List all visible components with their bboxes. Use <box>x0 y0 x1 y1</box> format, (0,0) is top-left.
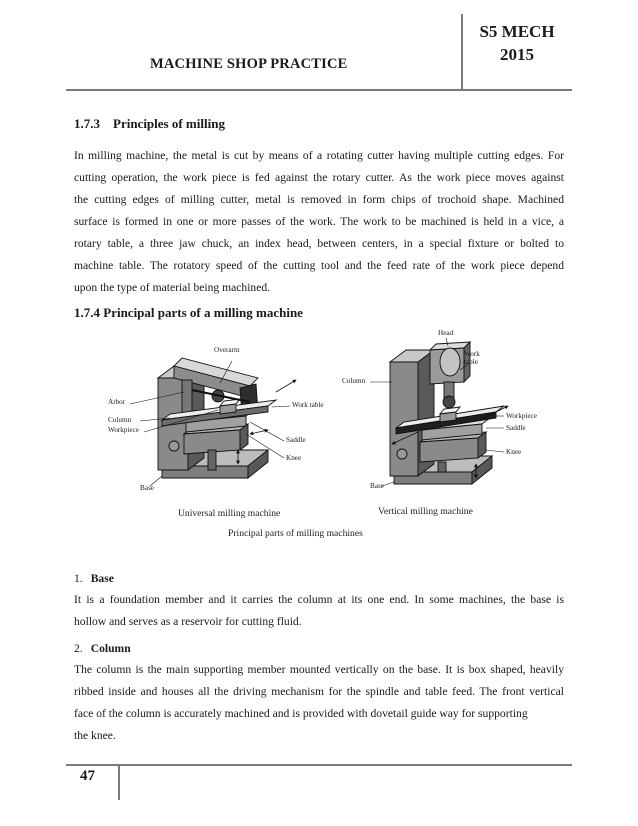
paragraph-line: face of the column is accurately machined and is provided with dovetail guide way for supporting <box>74 707 528 720</box>
paragraph-line: the knee. <box>74 729 116 742</box>
figure-main-caption: Principal parts of milling machines <box>228 528 363 539</box>
label-workpiece-universal: Workpiece <box>108 426 139 434</box>
milling-machines-figure <box>100 326 540 551</box>
section-heading-principal-parts: 1.7.4 Principal parts of a milling machine <box>74 305 303 320</box>
caption-universal-milling: Universal milling machine <box>178 508 281 519</box>
label-base-universal: Base <box>140 484 154 492</box>
footer-divider-horizontal <box>66 764 572 766</box>
label-knee-universal: Knee <box>286 454 302 462</box>
paragraph-line: hollow and serves as a reservoir for cutting fluid. <box>74 615 302 628</box>
item-number: 2. <box>74 642 83 655</box>
header-course-line2: 2015 <box>500 45 534 64</box>
paragraph-line: It is a foundation member and it carries the column at its one end. In some machines, the base is <box>74 593 564 606</box>
label-work-table-universal: Work table <box>292 401 324 409</box>
page-number: 47 <box>80 768 95 784</box>
footer-divider-vertical <box>118 764 120 800</box>
item-title: Column <box>90 642 131 655</box>
label-work-table-vertical: Work table <box>464 350 480 366</box>
label-overarm: Overarm <box>214 346 240 354</box>
paragraph-column <box>74 659 564 747</box>
header-course-line1: S5 MECH <box>479 22 555 41</box>
paragraph-base <box>74 589 564 633</box>
paragraph-principles <box>74 145 564 299</box>
paragraph-line: ribbed inside and houses all the driving mechanism for the spindle and table feed. The front vertical <box>74 685 564 698</box>
section-heading-principles: 1.7.3 Principles of milling <box>74 116 225 131</box>
label-workpiece-vertical: Workpiece <box>506 412 537 420</box>
header-divider-horizontal <box>66 89 572 91</box>
label-saddle-vertical: Saddle <box>506 424 526 432</box>
label-saddle-universal: Saddle <box>286 436 306 444</box>
label-knee-vertical: Knee <box>506 448 522 456</box>
item-number: 1. <box>74 572 83 585</box>
header-course-code <box>463 20 571 66</box>
paragraph-line: machine table. The rotatory speed of the cutting tool and the feed rate of the work piece depend <box>74 259 564 272</box>
paragraph-line: In milling machine, the metal is cut by means of a rotating cutter having multiple cutting edges. For <box>74 149 564 162</box>
label-base-vertical: Base <box>370 482 384 490</box>
paragraph-line: cutting operation, the work piece is fed against the rotary cutter. As the work piece moves against <box>74 171 564 184</box>
running-header-title: MACHINE SHOP PRACTICE <box>150 56 348 72</box>
item-heading-base <box>74 572 114 585</box>
label-arbor: Arbor <box>108 398 126 406</box>
item-heading-column <box>74 642 131 655</box>
paragraph-line: The column is the main supporting member mounted vertically on the base. It is box shaped, heavily <box>74 663 564 676</box>
caption-vertical-milling: Vertical milling machine <box>378 506 473 517</box>
label-head: Head <box>438 329 454 337</box>
label-column-vertical: Column <box>342 377 366 385</box>
universal-milling-machine-drawing <box>130 358 296 486</box>
paragraph-line: surface is formed in one or more passes of the work. The work to be machined is held in a vice, a <box>74 215 564 228</box>
label-column-universal: Column <box>108 416 132 424</box>
paragraph-line: the cutting edges of milling cutter, metal is removed in form chips of trochoid shape. Machined <box>74 193 564 206</box>
item-title: Base <box>90 572 114 585</box>
paragraph-line: upon the type of material being machined. <box>74 281 271 294</box>
paragraph-line: rotary table, a three jaw chuck, an index head, between centers, in a special fixture or bolted to <box>74 237 564 250</box>
